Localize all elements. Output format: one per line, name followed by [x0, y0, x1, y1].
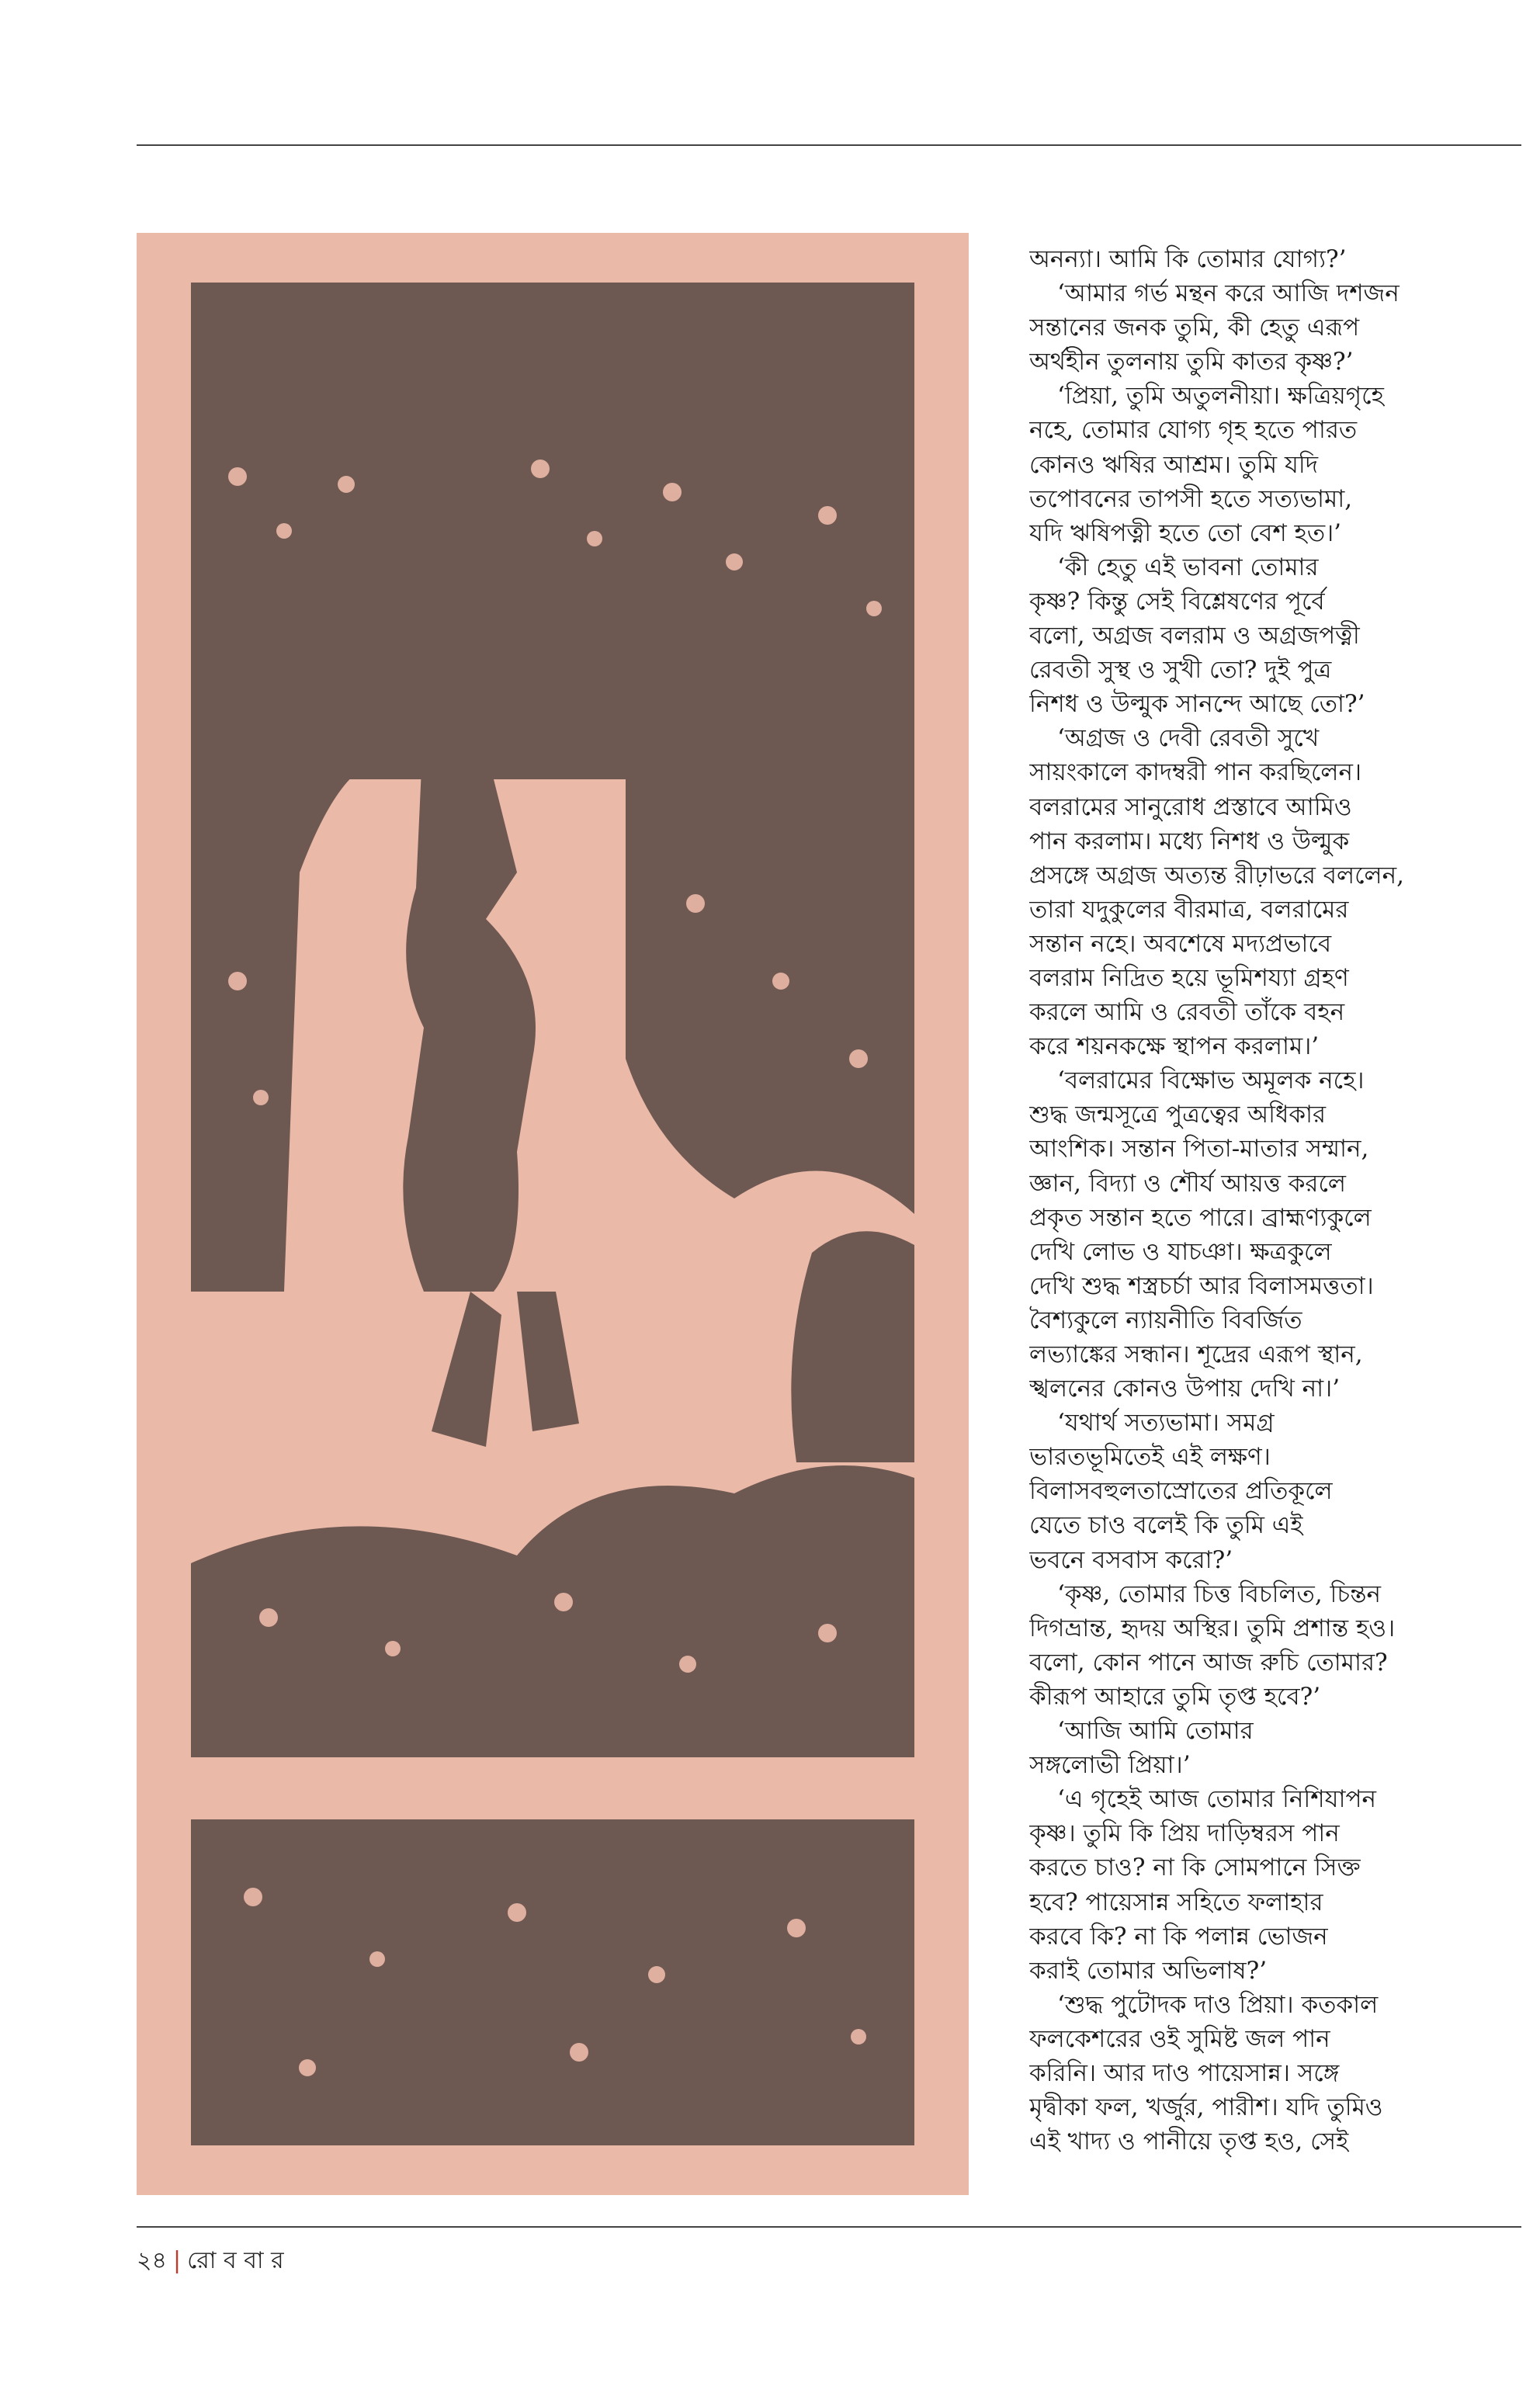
woodcut-illustration-icon	[191, 283, 914, 2145]
article-line: করলে আমি ও রেবতী তাঁকে বহন	[1029, 998, 1345, 1027]
article-line: দেখি শুদ্ধ শস্ত্রচর্চা আর বিলাসমত্ততা।	[1029, 1271, 1374, 1300]
article-line: ভবনে বসবাস করো?’	[1029, 1545, 1233, 1574]
article-line: ‘এ গৃহেই আজ তোমার নিশিযাপন	[1057, 1785, 1376, 1814]
article-line: তারা যদুকুলের বীরমাত্র, বলরামের	[1029, 895, 1349, 924]
article-line: মৃদ্বীকা ফল, খর্জুর, পারীশ। যদি তুমিও	[1029, 2093, 1383, 2122]
article-line: নহে, তোমার যোগ্য গৃহ হতে পারত	[1029, 416, 1358, 445]
article-line: জ্ঞান, বিদ্যা ও শৌর্য আয়ত্ত করলে	[1029, 1169, 1347, 1198]
article-line: ‘অগ্রজ ও দেবী রেবতী সুখে	[1057, 724, 1320, 753]
article-line: আংশিক। সন্তান পিতা-মাতার সম্মান,	[1029, 1135, 1369, 1164]
article-line: ‘যথার্থ সত্যভামা। সমগ্র	[1057, 1409, 1275, 1438]
article-line: বলো, অগ্রজ বলরাম ও অগ্রজপত্নী	[1029, 622, 1360, 650]
article-line: এই খাদ্য ও পানীয়ে তৃপ্ত হও, সেই	[1029, 2128, 1349, 2156]
woodcut-shapes	[191, 283, 914, 2145]
article-line: বৈশ্যকুলে ন্যায়নীতি বিবর্জিত	[1029, 1306, 1302, 1334]
article-line: ‘আজি আমি তোমার	[1057, 1717, 1254, 1746]
article-line: কৃষ্ণ। তুমি কি প্রিয় দাড়িম্বরস পান	[1029, 1819, 1340, 1848]
article-line: ভারতভূমিতেই এই লক্ষণ।	[1029, 1443, 1271, 1472]
article-line: প্রসঙ্গে অগ্রজ অত্যন্ত রীঢ়াভরে বললেন,	[1029, 861, 1404, 890]
article-line: ‘কৃষ্ণ, তোমার চিত্ত বিচলিত, চিন্তন	[1057, 1580, 1381, 1608]
article-line: যেতে চাও বলেই কি তুমি এই	[1029, 1511, 1303, 1540]
article-line: দিগভ্রান্ত, হৃদয় অস্থির। তুমি প্রশান্ত হও।	[1029, 1614, 1396, 1642]
article-line: সন্তানের জনক তুমি, কী হেতু এরূপ	[1029, 314, 1360, 342]
article-line: কীরূপ আহারে তুমি তৃপ্ত হবে?’	[1029, 1682, 1321, 1711]
article-line: বলো, কোন পানে আজ রুচি তোমার?	[1029, 1648, 1388, 1677]
article-line: সঙ্গলোভী প্রিয়া।’	[1029, 1751, 1191, 1780]
article-line: করবে কি? না কি পলান্ন ভোজন	[1029, 1922, 1328, 1951]
article-line: পান করলাম। মধ্যে নিশধ ও উল্মুক	[1029, 827, 1350, 855]
article-body	[1029, 242, 1511, 2159]
top-rule	[137, 144, 1521, 146]
article-line: করতে চাও? না কি সোমপানে সিক্ত	[1029, 1854, 1361, 1882]
article-line: করিনি। আর দাও পায়েসান্ন। সঙ্গে	[1029, 2058, 1340, 2087]
article-line: প্রকৃত সন্তান হতে পারে। ব্রাহ্মণ্যকুলে	[1029, 1203, 1372, 1232]
article-line: করাই তোমার অভিলাষ?’	[1029, 1956, 1268, 1985]
article-line: কৃষ্ণ? কিন্তু সেই বিশ্লেষণের পূর্বে	[1029, 587, 1325, 616]
article-line: তপোবনের তাপসী হতে সত্যভামা,	[1029, 484, 1353, 513]
article-line: ফলকেশরের ওই সুমিষ্ট জল পান	[1029, 2024, 1330, 2053]
article-line: বলরাম নিদ্রিত হয়ে ভূমিশয্যা গ্রহণ	[1029, 963, 1349, 992]
article-line: রেবতী সুস্থ ও সুখী তো? দুই পুত্র	[1029, 656, 1332, 685]
article-line: বিলাসবহুলতাস্রোতের প্রতিকূলে	[1029, 1477, 1333, 1506]
article-line: ‘আমার গর্ভ মন্থন করে আজি দশজন	[1057, 279, 1400, 308]
woodcut-illustration-panel	[137, 233, 969, 2195]
article-line: হবে? পায়েসান্ন সহিতে ফলাহার	[1029, 1888, 1323, 1916]
article-line: ‘বলরামের বিক্ষোভ অমূলক নহে।	[1057, 1066, 1365, 1095]
article-line: কোনও ঋষির আশ্রম। তুমি যদি	[1029, 450, 1318, 479]
article-line: অর্থহীন তুলনায় তুমি কাতর কৃষ্ণ?’	[1029, 348, 1354, 376]
magazine-name: রো ব বা র	[187, 2247, 284, 2274]
article-line: সায়ংকালে কাদম্বরী পান করছিলেন।	[1029, 758, 1362, 787]
article-line: ‘প্রিয়া, তুমি অতুলনীয়া। ক্ষত্রিয়গৃহে	[1057, 382, 1384, 411]
page-footer	[137, 2242, 284, 2281]
article-line: নিশধ ও উল্মুক সানন্দে আছে তো?’	[1029, 690, 1365, 719]
page-number: ২৪	[137, 2247, 167, 2274]
article-line: অনন্যা। আমি কি তোমার যোগ্য?’	[1029, 245, 1347, 273]
article-line: যদি ঋষিপত্নী হতে তো বেশ হত।’	[1029, 518, 1342, 547]
article-line: ‘কী হেতু এই ভাবনা তোমার	[1057, 553, 1319, 581]
footer-separator: |	[172, 2247, 182, 2274]
article-line: লভ্যাঙ্কের সন্ধান। শূদ্রের এরূপ স্থান,	[1029, 1340, 1363, 1368]
article-line: বলরামের সানুরোধ প্রস্তাবে আমিও	[1029, 792, 1352, 821]
article-line: করে শয়নকক্ষে স্থাপন করলাম।’	[1029, 1032, 1320, 1061]
article-line: দেখি লোভ ও যাচঞা। ক্ষত্রকুলে	[1029, 1237, 1332, 1266]
article-line: ‘শুদ্ধ পুটোদক দাও প্রিয়া। কতকাল	[1057, 1990, 1379, 2019]
article-line: সন্তান নহে। অবশেষে মদ্যপ্রভাবে	[1029, 929, 1332, 958]
article-line: শুদ্ধ জন্মসূত্রে পুত্রত্বের অধিকার	[1029, 1101, 1327, 1129]
bottom-rule	[137, 2226, 1521, 2228]
article-line: স্খলনের কোনও উপায় দেখি না।’	[1029, 1375, 1341, 1403]
